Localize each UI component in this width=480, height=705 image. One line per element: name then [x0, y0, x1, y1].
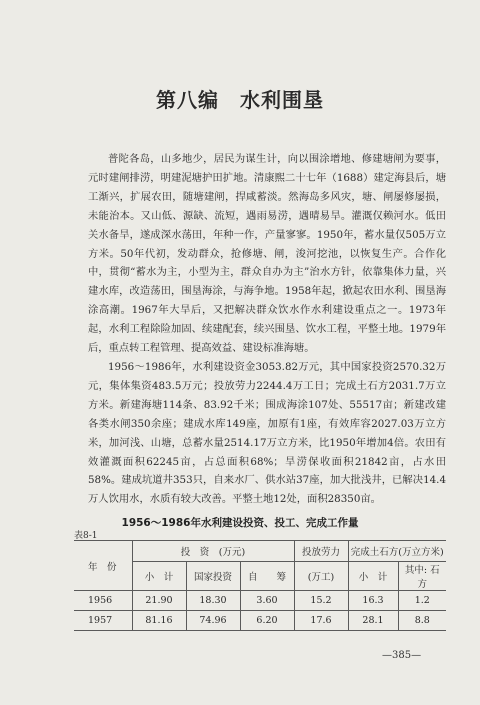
- paragraph-2: 1956～1986年，水利建设资金3053.82万元，其中国家投资2570.32万元，集体集资483.5万元；投放劳力2244.4万工日；完成土石方2031.7万立方米。新建海塘114条、83.92千米；围成海涂107处、55517亩；新建改建各类水闸350余座；建成水库149座，加原有1座，有效库容2027.03万立方米，加河浅、山塘，总蓄水量2514.17万立方米，比1950年增加4倍。农田有效灌溉面积62245亩，占总面积68%；旱涝保收面积21842亩，占水田58%。建成坑道井353只，自来水厂、供水站37座，加大批浅井，已解决14.4万人饮用水，水质有较大改善。平整土地12处，面积28350亩。: [88, 360, 446, 506]
- header-earth-subtotal: 小 计: [348, 562, 398, 591]
- cell-state: 74.96: [186, 611, 240, 631]
- header-year: 年 份: [74, 541, 132, 591]
- page-number: —385—: [382, 650, 422, 661]
- cell-state: 18.30: [186, 591, 240, 611]
- header-earth-stone: 其中: 石方: [398, 562, 446, 591]
- header-state: 国家投资: [186, 562, 240, 591]
- cell-earth-subtotal: 28.1: [348, 611, 398, 631]
- header-subtotal: 小 计: [132, 562, 186, 591]
- cell-labor: 17.6: [294, 611, 348, 631]
- header-labor: 投放劳力: [294, 541, 348, 562]
- cell-year: 1957: [74, 611, 132, 631]
- body-text: [88, 150, 446, 509]
- cell-stone: 1.2: [398, 591, 446, 611]
- chapter-title: 第八编 水利围垦: [156, 88, 324, 112]
- cell-self: 3.60: [240, 591, 294, 611]
- cell-subtotal: 81.16: [132, 611, 186, 631]
- cell-stone: 8.8: [398, 611, 446, 631]
- header-labor-unit: (万工): [294, 562, 348, 591]
- table-row: [74, 591, 446, 611]
- table-label: 表8-1: [74, 531, 98, 541]
- paragraph-1: 普陀各岛，山多地少，居民为谋生计，向以围涂增地、修建塘闸为要事，元时建闸排涝，明建泥塘护田扩地。清康熙二十七年（1688）建定海县后，塘工渐兴，扩展农田，随塘建闸，捍咸蓄淡。然海岛多风灾，塘、闸屡修屡损，未能治本。又山低、源缺、流短，遇雨易涝，遇晴易旱。灌溉仅赖河水。低田关水备旱，遂成深水荡田，年种一作，产量寥寥。1950年，蓄水量仅505万立方米。50年代初，发动群众，抢修塘、闸，浚河挖池，以恢复生产。合作化中，贯彻“蓄水为主，小型为主，群众自办为主”治水方针，依靠集体力量，兴建水库，改造荡田，围垦海涂，与海争地。1958年起，掀起农田水利、围垦海涂高潮。1967年大旱后，又把解决群众饮水作水利建设重点之一。1973年起，水利工程除险加固、续建配套，续兴围垦、饮水工程，平整土地。1979年后，重点转工程管理、提高效益、建设标准海塘。: [88, 153, 446, 355]
- cell-year: 1956: [74, 591, 132, 611]
- cell-self: 6.20: [240, 611, 294, 631]
- table-row: [74, 611, 446, 631]
- header-self: 自 筹: [240, 562, 294, 591]
- header-earthwork: 完成土石方(万立方米): [348, 541, 446, 562]
- cell-earth-subtotal: 16.3: [348, 591, 398, 611]
- header-investment: 投 资 (万元): [132, 541, 294, 562]
- cell-subtotal: 21.90: [132, 591, 186, 611]
- cell-labor: 15.2: [294, 591, 348, 611]
- table-title: 1956～1986年水利建设投资、投工、完成工作量: [121, 517, 359, 529]
- investment-table: [74, 540, 446, 631]
